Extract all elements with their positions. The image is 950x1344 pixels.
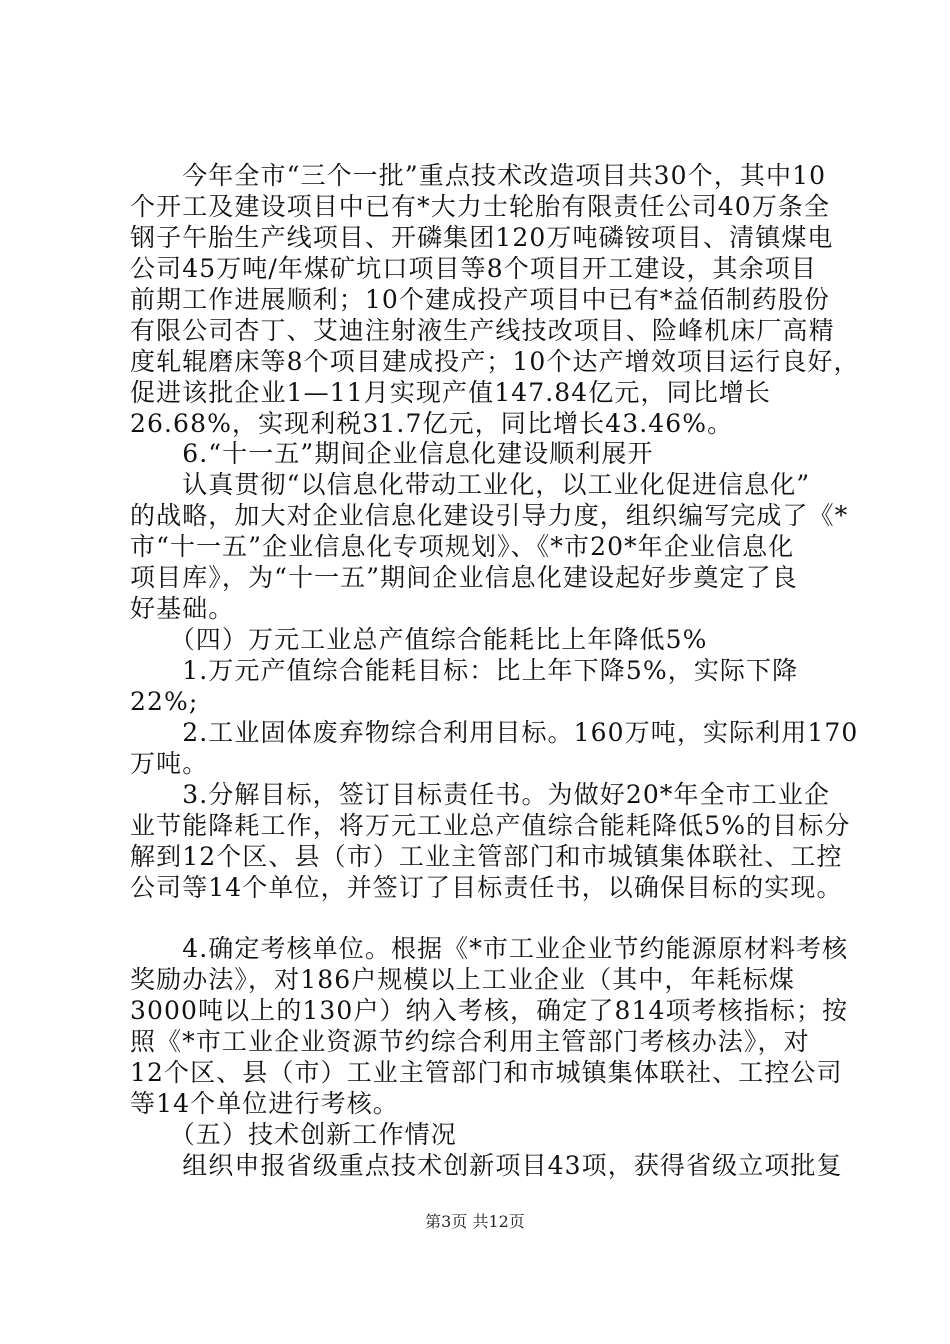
body-text-line: 的战略，加大对企业信息化建设引导力度，组织编写完成了《* <box>130 501 849 530</box>
body-text-line: 奖励办法》，对186户规模以上工业企业（其中，年耗标煤 <box>130 965 795 994</box>
blank-line <box>130 903 830 934</box>
body-text-line: 12个区、县（市）工业主管部门和市城镇集体联社、工控公司 <box>130 1058 843 1087</box>
body-text-line: 钢子午胎生产线项目、开磷集团120万吨磷铵项目、清镇煤电 <box>130 223 834 252</box>
body-text-line: 促进该批企业1—11月实现产值147.84亿元，同比增长 <box>130 378 771 407</box>
body-text-line: 项目库》，为“十一五”期间企业信息化建设起好步奠定了良 <box>130 563 798 592</box>
body-text-line: 认真贯彻“以信息化带动工业化，以工业化促进信息化” <box>130 470 811 499</box>
body-text-line: 组织申报省级重点技术创新项目43项，获得省级立项批复 <box>130 1151 843 1180</box>
section-heading: （四）万元工业总产值综合能耗比上年降低5% <box>130 625 708 654</box>
body-text-line: 市“十一五”企业信息化专项规划》、《*市20*年企业信息化 <box>130 532 795 561</box>
body-text-line: 解到12个区、县（市）工业主管部门和市城镇集体联社、工控 <box>130 842 843 871</box>
body-text-line: 度轧辊磨床等8个项目建成投产；10个达产增效项目运行良好， <box>130 347 860 376</box>
body-text-line: 万吨。 <box>130 749 209 778</box>
body-text-line: 照《*市工业企业资源节约综合利用主管部门考核办法》，对 <box>130 1027 810 1056</box>
body-text-line: 今年全市“三个一批”重点技术改造项目共30个，其中10 <box>130 161 827 190</box>
body-text-line: 1.万元产值综合能耗目标：比上年下降5%，实际下降 <box>130 656 799 685</box>
body-text-line: 2.工业固体废弃物综合利用目标。160万吨，实际利用170 <box>130 718 859 747</box>
body-text-line: 3000吨以上的130户）纳入考核，确定了814项考核指标；按 <box>130 996 849 1025</box>
body-text-line: 有限公司杏丁、艾迪注射液生产线技改项目、险峰机床厂高精 <box>130 316 835 345</box>
body-text-line: 业节能降耗工作，将万元工业总产值综合能耗降低5%的目标分 <box>130 811 851 840</box>
body-text-line: 等14个单位进行考核。 <box>130 1089 399 1118</box>
body-text-line: 个开工及建设项目中已有*大力士轮胎有限责任公司40万条全 <box>130 192 831 221</box>
body-text-line: 公司等14个单位，并签订了目标责任书，以确保目标的实现。 <box>130 873 843 902</box>
body-text-line: 前期工作进展顺利；10个建成投产项目中已有*益佰制药股份 <box>130 285 831 314</box>
page-footer: 第3页 共12页 <box>425 1212 525 1231</box>
body-text-line: 4.确定考核单位。根据《*市工业企业节约能源原材料考核 <box>130 934 849 963</box>
body-text-line: 22%; <box>130 687 199 716</box>
body-text-line: 26.68%，实现利税31.7亿元，同比增长43.46%。 <box>130 409 734 438</box>
section-heading: （五）技术创新工作情况 <box>130 1120 457 1149</box>
body-text-line: 3.分解目标，签订目标责任书。为做好20*年全市工业企 <box>130 780 831 809</box>
body-text-line: 好基础。 <box>130 594 235 623</box>
section-heading: 6.“十一五”期间企业信息化建设顺利展开 <box>130 439 654 468</box>
body-text-line: 公司45万吨/年煤矿坑口项目等8个项目开工建设，其余项目 <box>130 254 817 283</box>
